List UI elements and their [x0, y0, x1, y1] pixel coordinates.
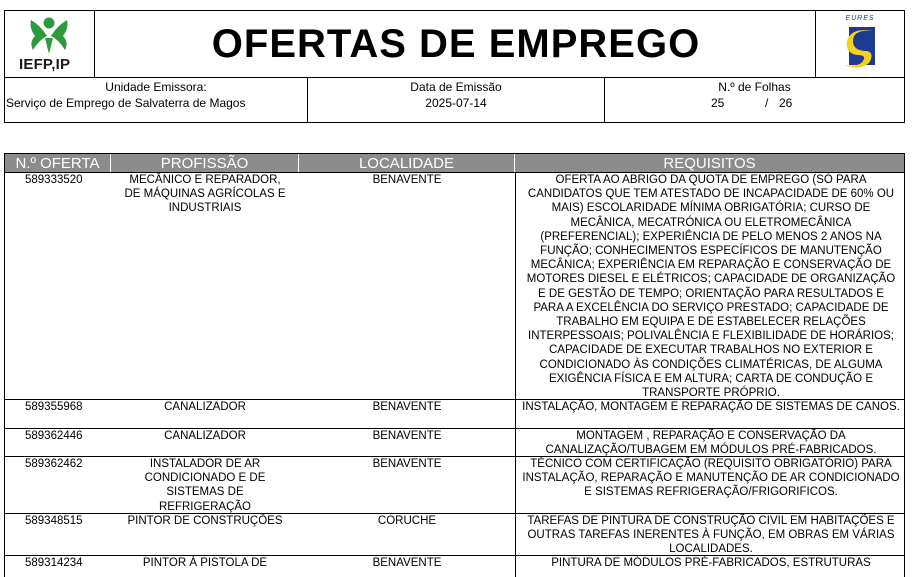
- document-info: [4, 77, 905, 123]
- requirements: TÉCNICO COM CERTIFICAÇÃO (REQUISITO OBRIGATÓRIO) PARA INSTALAÇÃO, REPARAÇÃO E MANUTENÇÃO DE AR CONDICIONADO E SISTEMAS REFRIGERAÇÃO/FRIGORIFICOS.: [515, 457, 904, 513]
- column-header-requirements: REQUISITOS: [663, 155, 756, 172]
- table-row: [5, 400, 904, 429]
- issuing-unit: [5, 78, 308, 122]
- offer-number: 589362462: [25, 458, 83, 470]
- offer-number: 589314234: [25, 557, 83, 569]
- issue-date: [308, 78, 605, 122]
- profession: PINTOR À PISTOLA DE: [142, 557, 268, 569]
- location: BENAVENTE: [372, 430, 442, 442]
- page-current: 25: [711, 96, 725, 110]
- requirements: OFERTA AO ABRIGO DA QUOTA DE EMPREGO (SÓ PARA CANDIDATOS QUE TEM ATESTADO DE INCAPACIDADE DE 60% OU MAIS) ESCOLARIDADE MÍNIMA OBRIGATÓRIA; CURSO DE MECÂNICA, MECATRÓNICA OU ELETROMECÂNICA (PREFERENCIAL); EXPERIÊNCIA DE PELO MENOS 2 ANOS NA FUNÇÃO; CONHECIMENTOS ESPECÍFICOS DE MANUTENÇÃO MECÂNICA; EXPERIÊNCIA EM REPARAÇÃO E CONSERVAÇÃO DE MOTORES DIESEL E ELÉTRICOS; CAPACIDADE DE ORGANIZAÇÃO E DE GESTÃO DE TEMPO; ORIENTAÇÃO PARA RESULTADOS E PARA A EXCELÊNCIA DO SERVIÇO PRESTADO; CAPACIDADE DE TRABALHO EM EQUIPA E DE ESTABELECER RELAÇÕES INTERPESSOAIS; POLIVALÊNCIA E FLEXIBILIDADE DE HORÁRIOS; CAPACIDADE DE EXECUTAR TRABALHOS NO EXTERIOR E CONDICIONADO ÀS CONDIÇÕES CLIMATÉRICAS, DE ALGUMA EXIGÊNCIA FÍSICA E EM ALTURA; CARTA DE CONDUÇÃO E TRANSPORTE PRÓPRIO.: [515, 173, 904, 399]
- iefp-logo: [5, 11, 95, 77]
- page-separator: /: [765, 96, 769, 110]
- job-offers-table: [4, 153, 905, 577]
- column-header-location: LOCALIDADE: [299, 154, 515, 172]
- requirements: INSTALAÇÃO, MONTAGEM E REPARAÇÃO DE SISTEMAS DE CANOS.: [515, 400, 904, 428]
- profession: CANALIZADOR: [164, 430, 246, 442]
- requirements: TAREFAS DE PINTURA DE CONSTRUÇÃO CIVIL EM HABITAÇÕES E OUTRAS TAREFAS INERENTES À FUNÇÃO, EM OBRAS EM VÁRIAS LOCALIDADES.: [515, 514, 904, 555]
- offer-number: 589333520: [25, 174, 83, 186]
- document-header: [4, 10, 905, 78]
- location: BENAVENTE: [372, 557, 442, 569]
- location: BENAVENTE: [372, 458, 442, 470]
- table-header: [5, 154, 904, 173]
- table-row: [5, 514, 904, 556]
- page-title: OFERTAS DE EMPREGO: [211, 21, 701, 66]
- page-total: 26: [779, 96, 793, 110]
- iefp-logo-icon: [27, 16, 71, 56]
- issue-date-label: Data de Emissão: [410, 80, 502, 94]
- requirements: MONTAGEM , REPARAÇÃO E CONSERVAÇÃO DA CANALIZAÇÃO/TUBAGEM EM MÓDULOS PRÉ-FABRICADOS.: [515, 429, 904, 456]
- offer-number: 589362446: [25, 430, 83, 442]
- issue-date-value: 2025-07-14: [425, 96, 487, 110]
- location: BENAVENTE: [372, 401, 442, 413]
- table-row: [5, 173, 904, 400]
- column-header-profession: PROFISSÃO: [111, 154, 299, 172]
- table-row: [5, 429, 904, 457]
- offer-number: 589348515: [25, 515, 83, 527]
- location: BENAVENTE: [372, 174, 442, 186]
- eures-logo-text: EURES: [845, 15, 875, 22]
- profession: INSTALADOR DE AR CONDICIONADO E DE SISTEMAS DE REFRIGERAÇÃO: [144, 458, 266, 513]
- page-count-label: N.º de Folhas: [718, 80, 791, 94]
- issuing-unit-value: Serviço de Emprego de Salvaterra de Magos: [6, 96, 246, 110]
- eures-logo-icon: [843, 25, 879, 73]
- location: CORUCHE: [377, 515, 437, 527]
- offer-number: 589355968: [25, 401, 83, 413]
- iefp-logo-text: IEFP,IP: [19, 56, 71, 73]
- column-header-offer-number: N.º OFERTA: [5, 154, 111, 172]
- profession: MECÂNICO E REPARADOR, DE MÁQUINAS AGRÍCOLAS E INDUSTRIAIS: [124, 174, 286, 215]
- table-row: [5, 556, 904, 577]
- issuing-unit-label: Unidade Emissora:: [105, 80, 207, 94]
- eures-logo: [815, 11, 904, 77]
- profession: PINTOR DE CONSTRUÇÕES: [127, 515, 283, 527]
- table-row: [5, 457, 904, 514]
- requirements: PINTURA DE MÓDULOS PRÉ-FABRICADOS, ESTRUTURAS: [515, 556, 904, 577]
- table-body: [5, 173, 904, 577]
- page-count: [605, 78, 904, 122]
- profession: CANALIZADOR: [164, 401, 246, 413]
